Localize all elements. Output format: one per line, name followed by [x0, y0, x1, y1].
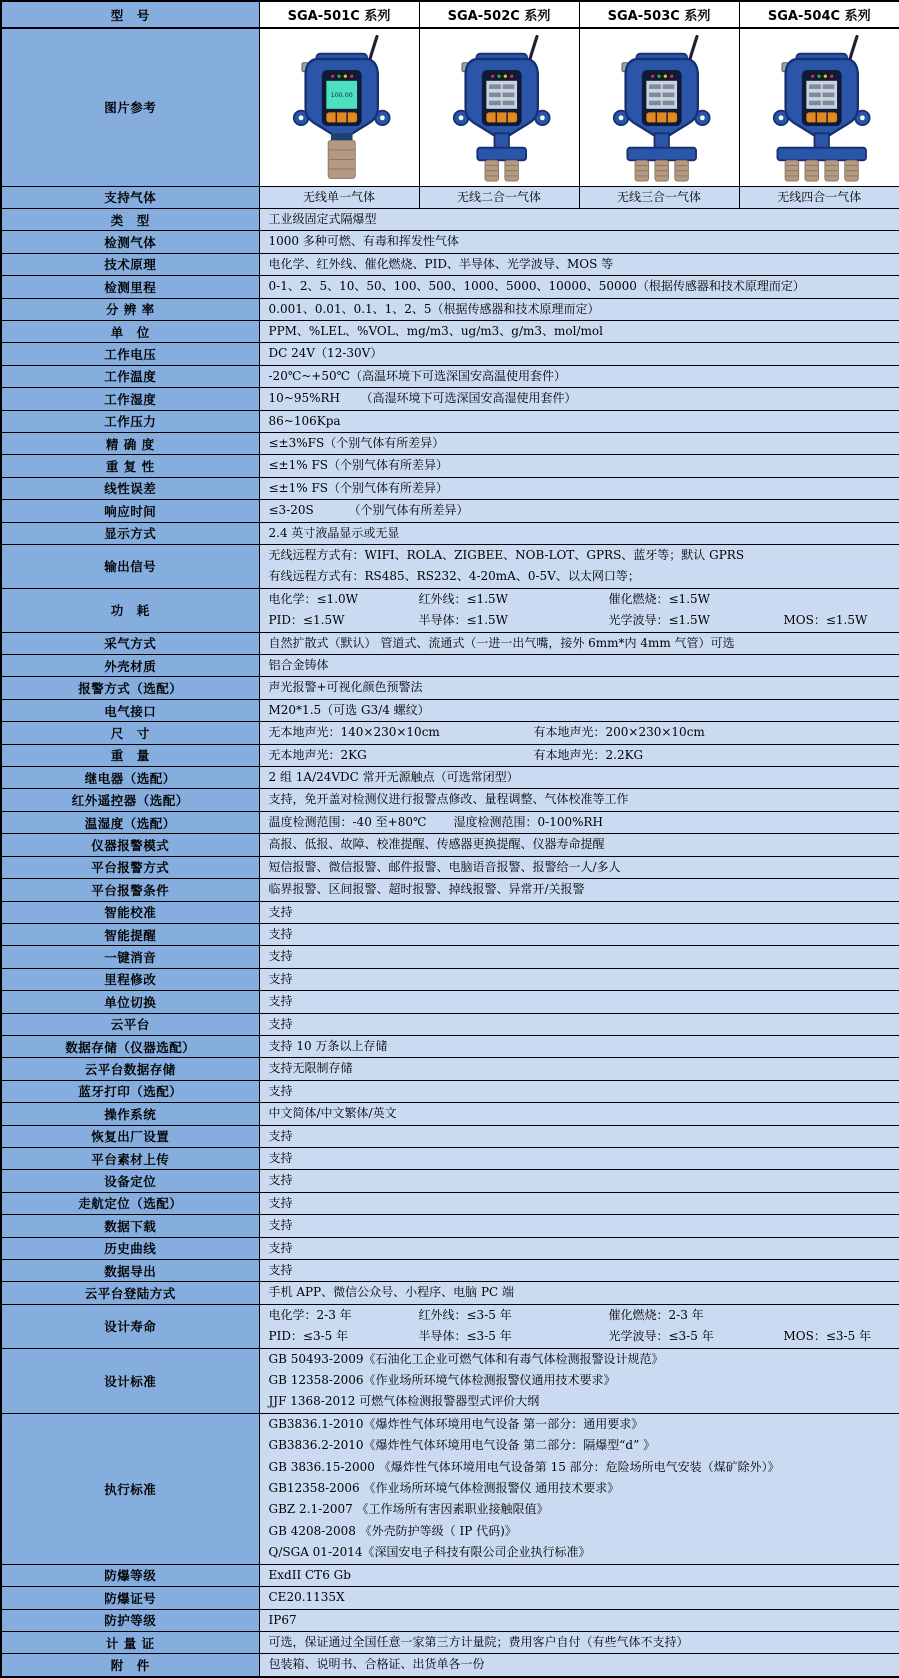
spec-value-segment: 有本地声光：2.2KG — [534, 745, 644, 766]
spec-value-line — [269, 722, 891, 743]
spec-value-line: 支持 — [269, 1126, 891, 1147]
spec-row-label: 分 辨 率 — [1, 298, 259, 320]
spec-value-line: 支持 — [269, 1215, 891, 1236]
spec-value-line — [269, 1305, 891, 1326]
row-label-image: 图片参考 — [1, 28, 259, 186]
spec-row-label: 云平台 — [1, 1013, 259, 1035]
spec-row-value — [259, 545, 899, 589]
spec-row — [1, 1564, 899, 1586]
spec-value-segment: 无本地声光：140×230×10cm — [269, 722, 534, 743]
spec-row-value — [259, 343, 899, 365]
spec-value-line: GB 50493-2009《石油化工企业可燃气体和有毒气体检测报警设计规范》 — [269, 1349, 891, 1370]
spec-value-line: DC 24V（12-30V） — [269, 343, 891, 364]
supported-gas-value-3 — [579, 186, 739, 208]
spec-row-value — [259, 946, 899, 968]
spec-row — [1, 522, 899, 544]
spec-row-label: 操作系统 — [1, 1103, 259, 1125]
spec-value-line: 工业级固定式隔爆型 — [269, 209, 891, 230]
spec-row — [1, 1609, 899, 1631]
spec-value-line: 有线远程方式有：RS485、RS232、4-20mA、0-5V、以太网口等； — [269, 566, 891, 587]
spec-row-label: 云平台数据存储 — [1, 1058, 259, 1080]
spec-value-line: 支持 — [269, 1260, 891, 1281]
spec-value-line: PPM、%LEL、%VOL、mg/m3、ug/m3、g/m3、mol/mol — [269, 321, 891, 342]
spec-row-label: 走航定位（选配） — [1, 1192, 259, 1214]
spec-row — [1, 677, 899, 699]
spec-row-label: 防爆证号 — [1, 1587, 259, 1609]
spec-value-line — [269, 610, 891, 631]
spec-row-label: 检测里程 — [1, 276, 259, 298]
spec-row-label: 执行标准 — [1, 1413, 259, 1564]
spec-row — [1, 298, 899, 320]
spec-row-value — [259, 477, 899, 499]
spec-row-label: 平台报警方式 — [1, 856, 259, 878]
spec-row — [1, 545, 899, 589]
spec-row — [1, 208, 899, 230]
spec-row-value — [259, 789, 899, 811]
spec-value-segment: 电化学：≤1.0W — [269, 589, 419, 610]
spec-row-label: 响应时间 — [1, 500, 259, 522]
spec-row-value — [259, 879, 899, 901]
spec-row-value — [259, 632, 899, 654]
spec-value-line: IP67 — [269, 1610, 891, 1631]
spec-row-value — [259, 208, 899, 230]
spec-row — [1, 655, 899, 677]
spec-row-value — [259, 231, 899, 253]
spec-row — [1, 1125, 899, 1147]
spec-row-value — [259, 901, 899, 923]
spec-value-line: 无线远程方式有：WIFI、ROLA、ZIGBEE、NOB-LOT、GPRS、蓝牙等；默认 GPRS — [269, 545, 891, 566]
model-name-4: SGA-504C 系列 — [739, 1, 899, 28]
spec-value-line: CE20.1135X — [269, 1587, 891, 1608]
spec-value-line: ≤±1% FS（个别气体有所差异） — [269, 478, 891, 499]
spec-row-value — [259, 1609, 899, 1631]
supported-gas-row — [1, 186, 899, 208]
spec-value-line: GB12358-2006 《作业场所环境气体检测报警仪 通用技术要求》 — [269, 1478, 891, 1499]
spec-row-value — [259, 1080, 899, 1102]
spec-row-value — [259, 388, 899, 410]
spec-value-line: 电化学、红外线、催化燃烧、PID、半导体、光学波导、MOS 等 — [269, 254, 891, 275]
spec-row — [1, 1147, 899, 1169]
spec-row — [1, 946, 899, 968]
spec-row-value — [259, 253, 899, 275]
spec-row-label: 附 件 — [1, 1654, 259, 1677]
spec-value-line: ≤±3%FS（个别气体有所差异） — [269, 433, 891, 454]
spec-value-line: 1000 多种可燃、有毒和挥发性气体 — [269, 231, 891, 252]
spec-row — [1, 834, 899, 856]
spec-value-line: GBZ 2.1-2007 《工作场所有害因素职业接触限值》 — [269, 1499, 891, 1520]
spec-row — [1, 991, 899, 1013]
spec-row — [1, 1631, 899, 1653]
spec-row — [1, 1215, 899, 1237]
spec-row — [1, 968, 899, 990]
spec-row-value — [259, 455, 899, 477]
spec-value-line: GB3836.2-2010《爆炸性气体环境用电气设备 第二部分：隔爆型“d” 》 — [269, 1435, 891, 1456]
spec-row-value — [259, 1282, 899, 1304]
spec-row — [1, 410, 899, 432]
spec-value-line: 2 组 1A/24VDC 常开无源触点（可选常闭型） — [269, 767, 891, 788]
spec-value-line: 支持 — [269, 1170, 891, 1191]
spec-value-line: 0-1、2、5、10、50、100、500、1000、5000、10000、50000（根据传感器和技术原理而定） — [269, 276, 891, 297]
spec-value-line: ≤±1% FS（个别气体有所差异） — [269, 455, 891, 476]
spec-value-line: 手机 APP、微信公众号、小程序、电脑 PC 端 — [269, 1282, 891, 1303]
spec-row — [1, 432, 899, 454]
spec-row — [1, 500, 899, 522]
spec-value-segment: 半导体：≤3-5 年 — [419, 1326, 609, 1347]
spec-row-value — [259, 856, 899, 878]
spec-value-line: 支持 — [269, 1081, 891, 1102]
spec-row-value — [259, 1058, 899, 1080]
spec-value-line: 无线二合一气体 — [420, 187, 579, 208]
spec-value-segment: 湿度检测范围：0-100%RH — [454, 812, 604, 833]
spec-row-label: 单位切换 — [1, 991, 259, 1013]
spec-value-line: -20℃~+50℃（高温环境下可选深国安高温使用套件） — [269, 366, 891, 387]
spec-row-value — [259, 1413, 899, 1564]
spec-value-segment: 红外线：≤1.5W — [419, 589, 609, 610]
spec-value-line: 支持无限制存储 — [269, 1058, 891, 1079]
spec-value-segment: 光学波导：≤3-5 年 — [609, 1326, 784, 1347]
model-name-2: SGA-502C 系列 — [419, 1, 579, 28]
spec-row-label: 数据导出 — [1, 1260, 259, 1282]
spec-value-line: 0.001、0.01、0.1、1、2、5（根据传感器和技术原理而定） — [269, 299, 891, 320]
spec-row-label: 红外遥控器（选配） — [1, 789, 259, 811]
spec-value-line: 支持 — [269, 969, 891, 990]
spec-row-value — [259, 365, 899, 387]
spec-row-label: 数据存储（仪器选配） — [1, 1035, 259, 1057]
spec-value-line: Q/SGA 01-2014《深国安电子科技有限公司企业执行标准》 — [269, 1542, 891, 1563]
spec-row — [1, 811, 899, 833]
row-label-model: 型 号 — [1, 1, 259, 28]
spec-value-line: 2.4 英寸液晶显示或无显 — [269, 523, 891, 544]
spec-value-segment: 催化燃烧：≤1.5W — [609, 589, 710, 610]
spec-value-segment: ≤3-20S — [269, 500, 349, 521]
row-label-supported-gas: 支持气体 — [1, 186, 259, 208]
spec-row-label: 功 耗 — [1, 588, 259, 632]
spec-row — [1, 1654, 899, 1677]
spec-row — [1, 1058, 899, 1080]
spec-row — [1, 923, 899, 945]
spec-value-line: 铝合金铸体 — [269, 655, 891, 676]
spec-value-line: 包装箱、说明书、合格证、出货单各一份 — [269, 1654, 891, 1675]
spec-row-label: 设计寿命 — [1, 1304, 259, 1348]
spec-value-line: 可选，保证通过全国任意一家第三方计量院；费用客户自付（有些气体不支持） — [269, 1632, 891, 1653]
spec-row-value — [259, 1192, 899, 1214]
spec-row-value — [259, 923, 899, 945]
spec-row-value — [259, 834, 899, 856]
spec-row-label: 显示方式 — [1, 522, 259, 544]
spec-row-value — [259, 320, 899, 342]
spec-value-segment: 红外线：≤3-5 年 — [419, 1305, 609, 1326]
spec-value-segment: MOS：≤3-5 年 — [784, 1326, 872, 1347]
spec-value-line: 支持，免开盖对检测仪进行报警点修改、量程调整、气体校准等工作 — [269, 789, 891, 810]
device-image-sga-504c — [739, 28, 899, 186]
spec-row — [1, 588, 899, 632]
spec-value-segment: （高湿环境下可选深国安高湿使用套件） — [361, 388, 577, 409]
spec-value-segment: 电化学：2-3 年 — [269, 1305, 419, 1326]
spec-value-line: 无线三合一气体 — [580, 187, 739, 208]
spec-row-label: 电气接口 — [1, 699, 259, 721]
spec-row — [1, 253, 899, 275]
spec-value-line: 高报、低报、故障、校准提醒、传感器更换提醒、仪器寿命提醒 — [269, 834, 891, 855]
spec-value-line — [269, 388, 891, 409]
model-name-1: SGA-501C 系列 — [259, 1, 419, 28]
spec-row-label: 精 确 度 — [1, 432, 259, 454]
spec-row-label: 单 位 — [1, 320, 259, 342]
spec-row-label: 报警方式（选配） — [1, 677, 259, 699]
gas-detector-illustration — [424, 32, 574, 182]
spec-value-line — [269, 589, 891, 610]
spec-row — [1, 767, 899, 789]
spec-value-line — [269, 812, 891, 833]
spec-row — [1, 1282, 899, 1304]
spec-row-value — [259, 1348, 899, 1413]
spec-value-line: 短信报警、微信报警、邮件报警、电脑语音报警、报警给一人/多人 — [269, 857, 891, 878]
spec-value-line: 自然扩散式（默认） 管道式、流通式（一进一出气嘴，接外 6mm*内 4mm 气管）可选 — [269, 633, 891, 654]
spec-value-line: 支持 10 万条以上存储 — [269, 1036, 891, 1057]
spec-value-line — [269, 1326, 891, 1347]
image-reference-row — [1, 28, 899, 186]
spec-value-line: 支持 — [269, 991, 891, 1012]
spec-row-label: 智能提醒 — [1, 923, 259, 945]
spec-row-label: 蓝牙打印（选配） — [1, 1080, 259, 1102]
spec-row — [1, 1413, 899, 1564]
spec-row-value — [259, 1170, 899, 1192]
spec-row-value — [259, 1147, 899, 1169]
spec-row-value — [259, 1125, 899, 1147]
spec-value-segment: 温度检测范围：-40 至+80℃ — [269, 812, 454, 833]
spec-value-line — [269, 500, 891, 521]
spec-value-line: 支持 — [269, 1014, 891, 1035]
spec-row — [1, 320, 899, 342]
supported-gas-value-2 — [419, 186, 579, 208]
spec-value-line: 无线单一气体 — [260, 187, 419, 208]
spec-value-line: GB3836.1-2010《爆炸性气体环境用电气设备 第一部分：通用要求》 — [269, 1414, 891, 1435]
spec-row-value — [259, 655, 899, 677]
spec-row-label: 温湿度（选配） — [1, 811, 259, 833]
spec-value-segment: PID：≤1.5W — [269, 610, 419, 631]
spec-value-line: 支持 — [269, 924, 891, 945]
spec-row-value — [259, 1631, 899, 1653]
spec-row-value — [259, 811, 899, 833]
model-name-3: SGA-503C 系列 — [579, 1, 739, 28]
spec-row — [1, 744, 899, 766]
spec-row-value — [259, 298, 899, 320]
spec-row-value — [259, 410, 899, 432]
spec-value-line: 无线四合一气体 — [740, 187, 899, 208]
spec-row-label: 尺 寸 — [1, 722, 259, 744]
spec-row-label: 历史曲线 — [1, 1237, 259, 1259]
spec-row-label: 重 量 — [1, 744, 259, 766]
spec-row — [1, 231, 899, 253]
spec-table-body — [1, 1, 899, 1677]
spec-value-line — [269, 745, 891, 766]
spec-row-value — [259, 500, 899, 522]
spec-value-line: GB 4208-2008 《外壳防护等级（ IP 代码)》 — [269, 1521, 891, 1542]
spec-row-value — [259, 744, 899, 766]
spec-row-label: 继电器（选配） — [1, 767, 259, 789]
gas-detector-illustration — [744, 32, 894, 182]
gas-detector-illustration — [264, 32, 414, 182]
device-image-sga-502c — [419, 28, 579, 186]
spec-row-value — [259, 991, 899, 1013]
spec-value-segment: （个别气体有所差异） — [349, 500, 469, 521]
spec-value-segment: 10~95%RH — [269, 388, 361, 409]
spec-row — [1, 1080, 899, 1102]
spec-row-label: 智能校准 — [1, 901, 259, 923]
spec-row-label: 重 复 性 — [1, 455, 259, 477]
spec-row-value — [259, 1013, 899, 1035]
spec-row-value — [259, 432, 899, 454]
spec-row-label: 工作压力 — [1, 410, 259, 432]
model-header-row — [1, 1, 899, 28]
device-image-sga-501c — [259, 28, 419, 186]
spec-value-line: GB 12358-2006《作业场所环境气体检测报警仪通用技术要求》 — [269, 1370, 891, 1391]
spec-row-label: 输出信号 — [1, 545, 259, 589]
spec-row-value — [259, 677, 899, 699]
spec-row-value — [259, 588, 899, 632]
gas-detector-illustration — [584, 32, 734, 182]
spec-row-value — [259, 1654, 899, 1677]
spec-row — [1, 343, 899, 365]
spec-row — [1, 365, 899, 387]
spec-value-line: 中文简体/中文繁体/英文 — [269, 1103, 891, 1124]
spec-row — [1, 1192, 899, 1214]
spec-value-line: 支持 — [269, 1238, 891, 1259]
spec-row-value — [259, 1260, 899, 1282]
supported-gas-value-1 — [259, 186, 419, 208]
spec-value-line: ExdII CT6 Gb — [269, 1565, 891, 1586]
spec-row — [1, 722, 899, 744]
spec-row — [1, 699, 899, 721]
supported-gas-value-4 — [739, 186, 899, 208]
spec-row — [1, 789, 899, 811]
spec-row-label: 防护等级 — [1, 1609, 259, 1631]
spec-row-label: 检测气体 — [1, 231, 259, 253]
spec-row-value — [259, 522, 899, 544]
spec-value-line: JJF 1368-2012 可燃气体检测报警器型式评价大纲 — [269, 1391, 891, 1412]
spec-row-label: 平台素材上传 — [1, 1147, 259, 1169]
spec-row-value — [259, 276, 899, 298]
spec-value-segment: PID：≤3-5 年 — [269, 1326, 419, 1347]
device-image-sga-503c — [579, 28, 739, 186]
spec-row-value — [259, 1304, 899, 1348]
spec-row-label: 工作温度 — [1, 365, 259, 387]
spec-row-value — [259, 1564, 899, 1586]
spec-value-segment: 催化燃烧：2-3 年 — [609, 1305, 704, 1326]
spec-row — [1, 1170, 899, 1192]
spec-value-segment: 有本地声光：200×230×10cm — [534, 722, 705, 743]
spec-value-segment: 无本地声光：2KG — [269, 745, 534, 766]
spec-row — [1, 455, 899, 477]
spec-row-label: 仪器报警模式 — [1, 834, 259, 856]
spec-value-segment: MOS：≤1.5W — [784, 610, 868, 631]
spec-row — [1, 1304, 899, 1348]
spec-row-label: 一键消音 — [1, 946, 259, 968]
spec-row-value — [259, 1215, 899, 1237]
spec-row — [1, 388, 899, 410]
spec-value-line: GB 3836.15-2000 《爆炸性气体环境用电气设备第 15 部分：危险场所电气安装（煤矿除外）》 — [269, 1457, 891, 1478]
spec-value-line: 支持 — [269, 1148, 891, 1169]
spec-row-label: 技术原理 — [1, 253, 259, 275]
spec-row-label: 防爆等级 — [1, 1564, 259, 1586]
spec-value-line: 支持 — [269, 946, 891, 967]
spec-row — [1, 1035, 899, 1057]
spec-row — [1, 1237, 899, 1259]
spec-value-line: 86~106Kpa — [269, 411, 891, 432]
spec-row-label: 里程修改 — [1, 968, 259, 990]
spec-row-label: 线性误差 — [1, 477, 259, 499]
spec-row-value — [259, 699, 899, 721]
spec-row-value — [259, 1237, 899, 1259]
spec-row — [1, 856, 899, 878]
spec-row-label: 采气方式 — [1, 632, 259, 654]
spec-row — [1, 1013, 899, 1035]
spec-row — [1, 477, 899, 499]
spec-row-label: 工作湿度 — [1, 388, 259, 410]
spec-row — [1, 276, 899, 298]
spec-value-line: 临界报警、区间报警、超时报警、掉线报警、异常开/关报警 — [269, 879, 891, 900]
spec-row — [1, 901, 899, 923]
spec-row-label: 云平台登陆方式 — [1, 1282, 259, 1304]
spec-row-value — [259, 968, 899, 990]
spec-row-label: 数据下载 — [1, 1215, 259, 1237]
spec-row-value — [259, 767, 899, 789]
spec-row-label: 恢复出厂设置 — [1, 1125, 259, 1147]
spec-row — [1, 1260, 899, 1282]
spec-row-label: 设备定位 — [1, 1170, 259, 1192]
spec-row — [1, 1348, 899, 1413]
spec-row-label: 工作电压 — [1, 343, 259, 365]
spec-row — [1, 1103, 899, 1125]
spec-row-label: 外壳材质 — [1, 655, 259, 677]
spec-value-line: M20*1.5（可选 G3/4 螺纹） — [269, 700, 891, 721]
spec-row-value — [259, 722, 899, 744]
spec-row-value — [259, 1035, 899, 1057]
spec-value-line: 声光报警+可视化颜色预警法 — [269, 677, 891, 698]
spec-row — [1, 1587, 899, 1609]
spec-row-label: 类 型 — [1, 208, 259, 230]
svg-text:100.00: 100.00 — [331, 92, 353, 99]
spec-value-line: 支持 — [269, 902, 891, 923]
spec-row-label: 计 量 证 — [1, 1631, 259, 1653]
spec-row — [1, 632, 899, 654]
spec-value-segment: 光学波导：≤1.5W — [609, 610, 784, 631]
spec-row — [1, 879, 899, 901]
spec-row-label: 设计标准 — [1, 1348, 259, 1413]
spec-row-value — [259, 1587, 899, 1609]
spec-row-label: 平台报警条件 — [1, 879, 259, 901]
spec-value-segment: 半导体：≤1.5W — [419, 610, 609, 631]
spec-row-value — [259, 1103, 899, 1125]
spec-value-line: 支持 — [269, 1193, 891, 1214]
